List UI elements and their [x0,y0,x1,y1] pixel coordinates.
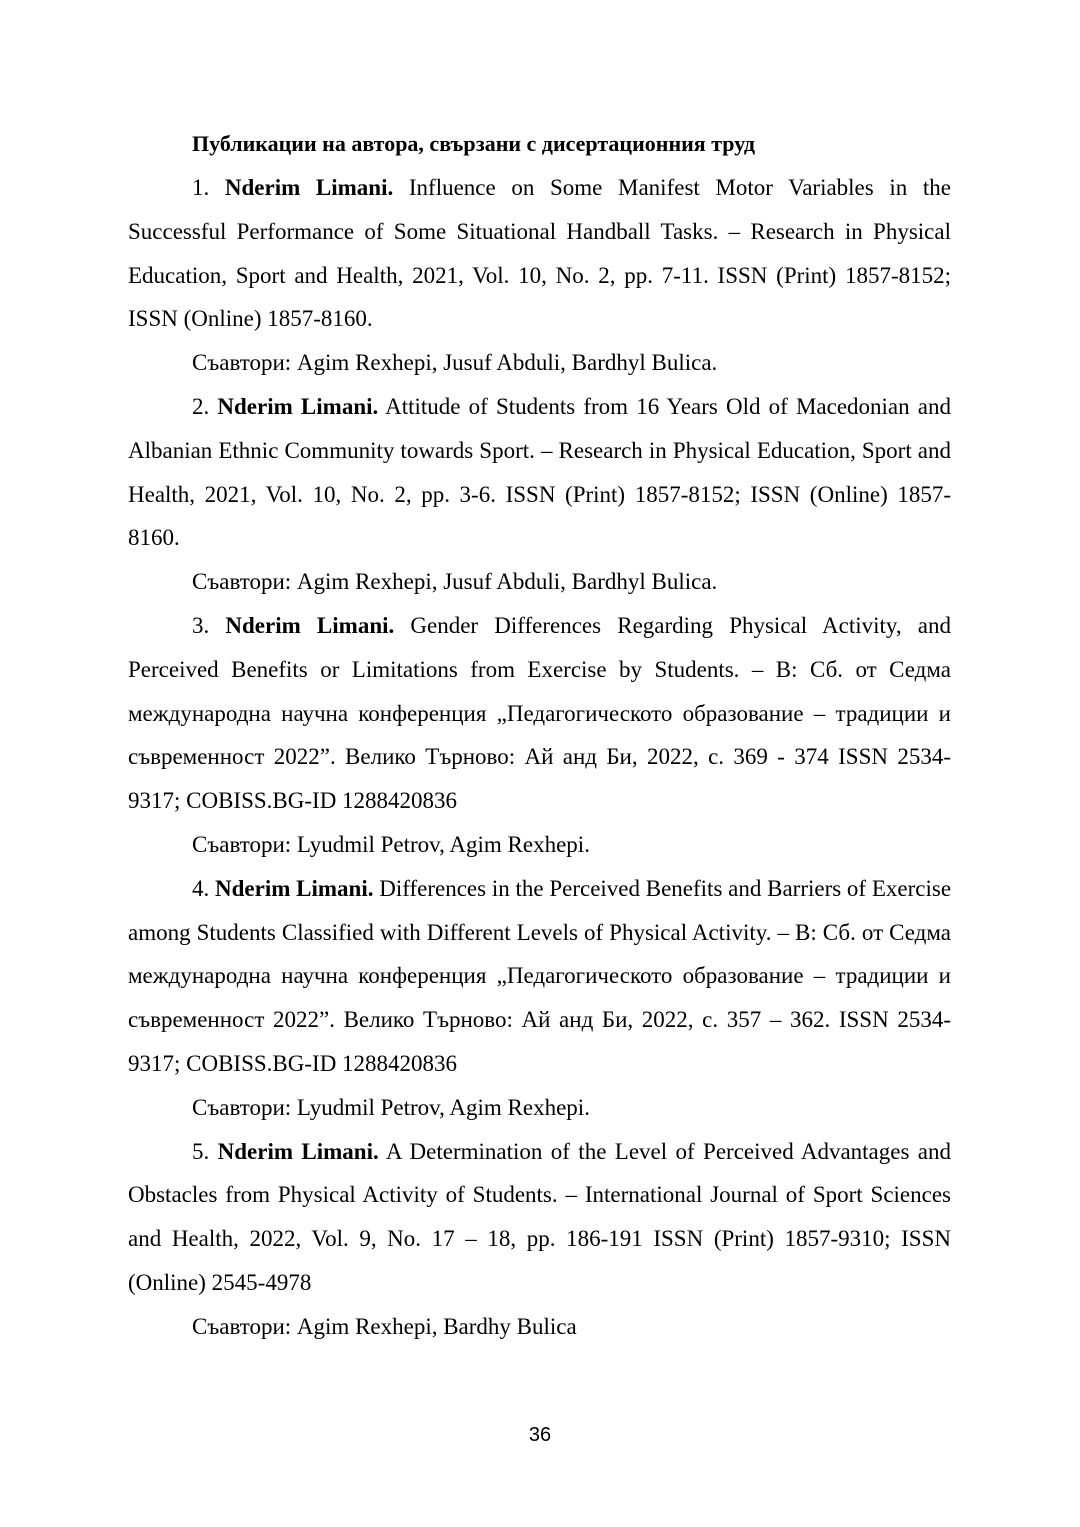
publication-text: Gender Differences Regarding Physical Activity, and Perceived Benefits or Limitations from Exercise by Students. – В: Сб. от Седма международна научна конференция „Педагогическото образование – традиции и съвременност 2022”. Велико Търново: Ай анд Би, 2022, с. 369 - 374 ISSN 2534-9317; COBISS.BG-ID 1288420836 [128,612,952,814]
publication-item-2 [128,385,951,604]
publication-author: Nderim Limani. [217,393,379,419]
publication-author: Nderim Limani. [224,175,394,200]
publication-text: Differences in the Perceived Benefits and Barriers of Exercise among Students Classified with Different Levels of Physical Activity. – В: Сб. от Седма международна научна конференция „Педагогическото образование – традиции и съвременност 2022”. Велико Търново: Ай анд Би, 2022, с. 357 – 362. ISSN 2534-9317; COBISS.BG-ID 1288420836 [128,875,952,1076]
publication-number: 2. [192,393,210,419]
publication-item-1 [128,166,951,385]
publication-entry [128,867,951,1086]
publication-coauthors: Съавтори: Agim Rexhepi, Jusuf Abduli, Bardhyl Bulica. [192,569,718,595]
publication-item-4 [128,867,951,1130]
publication-text: Attitude of Students from 16 Years Old of Macedonian and Albanian Ethnic Community towards Sport. – Research in Physical Education, Sport and Health, 2021, Vol. 10, No. 2, pp. 3-6. ISSN (Print) 1857-8152; ISSN (Online) 1857-8160. [128,393,951,551]
publication-entry [128,1130,951,1305]
publication-item-3 [128,604,951,867]
publication-number: 3. [192,612,210,638]
publication-author: Nderim Limani. [217,1138,379,1164]
page-number: 36 [528,1424,552,1446]
section-heading: Публикации на автора, свързани с дисертационния труд [192,131,755,156]
publication-coauthors: Съавтори: Lyudmil Petrov, Agim Rexhepi. [192,1094,590,1120]
publication-entry [128,385,951,560]
publication-number: 4. [192,875,210,901]
publication-author: Nderim Limani. [225,612,395,638]
publication-text: A Determination of the Level of Perceived Advantages and Obstacles from Physical Activity of Students. – International Journal of Sport Sciences and Health, 2022, Vol. 9, No. 17 – 18, pp. 186-191 ISSN (Print) 1857-9310; ISSN (Online) 2545-4978 [128,1138,952,1295]
publication-text: Influence on Some Manifest Motor Variables in the Successful Performance of Some Situational Handball Tasks. – Research in Physical Education, Sport and Health, 2021, Vol. 10, No. 2, pp. 7-11. ISSN (Print) 1857-8152; ISSN (Online) 1857-8160. [128,175,951,332]
publication-item-5 [128,1130,951,1349]
document-body [128,122,951,1349]
publication-number: 5. [192,1138,210,1164]
publication-coauthors: Съавтори: Lyudmil Petrov, Agim Rexhepi. [192,831,590,857]
publication-coauthors: Съавтори: Agim Rexhepi, Jusuf Abduli, Bardhyl Bulica. [192,350,718,376]
publication-coauthors: Съавтори: Agim Rexhepi, Bardhy Bulica [192,1313,577,1339]
publication-entry [128,166,951,341]
publication-author: Nderim Limani. [215,875,374,901]
publication-number: 1. [192,175,210,200]
publication-entry [128,604,951,823]
